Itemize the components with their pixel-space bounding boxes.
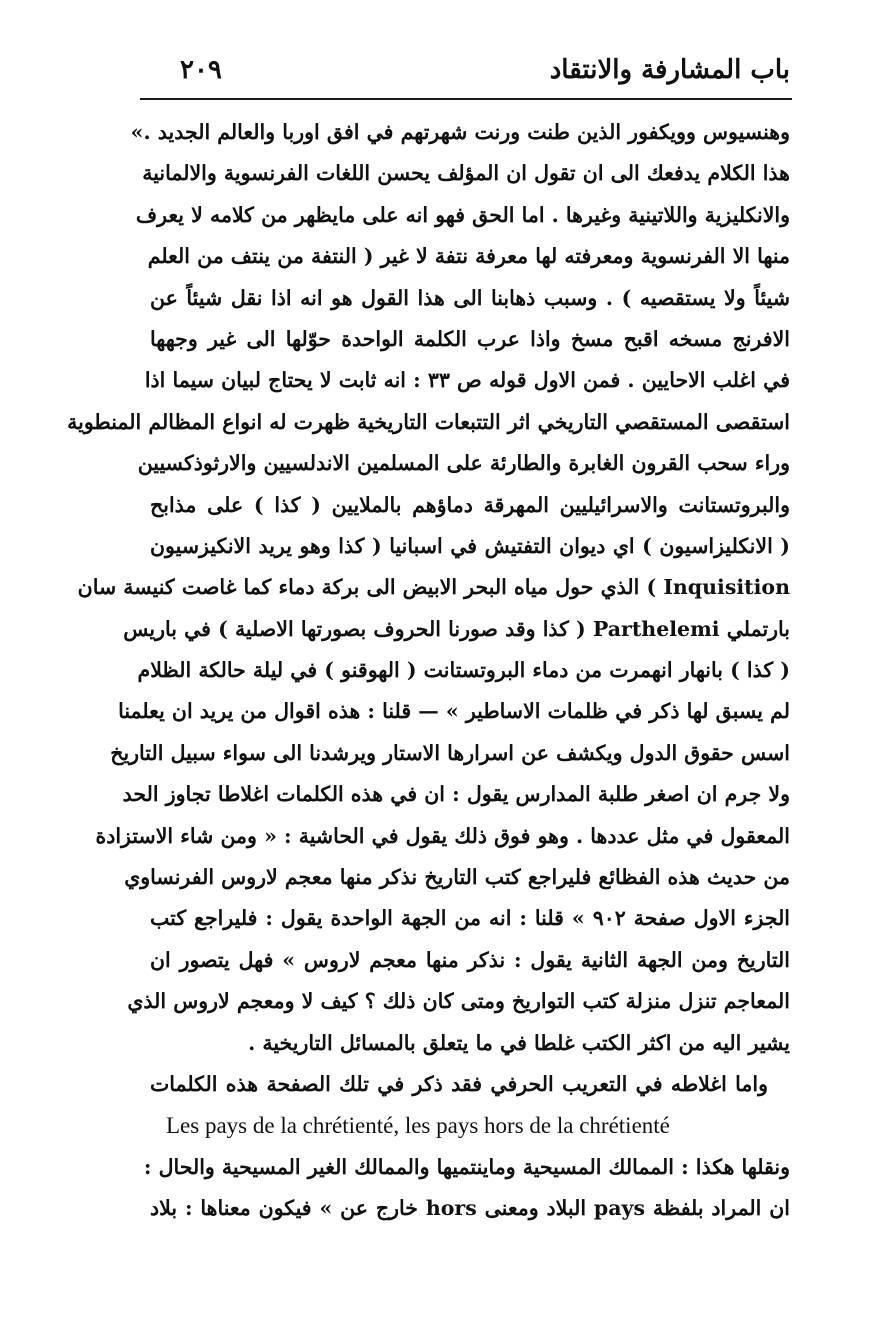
text-line: استقصى المستقصي التاريخي اثر التتبعات التاريخية ظهرت له انواع المظالم المنطوية — [67, 409, 790, 434]
text-line: وهنسيوس وويكفور الذين طنت ورنت شهرتهم في افق اوربا والعالم الجديد .» — [130, 120, 790, 144]
text-line: والبروتستانت والاسرائيليين المهرقة دماؤهم بالملايين ( كذا ) على مذابح — [150, 492, 790, 517]
text-line: واما اغلاطه في التعريب الحرفي فقد ذكر في تلك الصفحة هذه الكلمات — [150, 1071, 768, 1096]
text-line: شيئاً ولا يستقصيه ) . وسبب ذهابنا الى هذا القول هو انه اذا نقل شيئاً عن — [150, 285, 790, 310]
text-line: من حديث هذه الفظائع فليراجع كتب التاريخ نذكر منها معجم لاروس الفرنساوي — [124, 865, 790, 890]
text-line: لم يسبق لها ذكر في ظلمات الاساطير » — قلنا : هذه اقوال من يريد ان يعلمنا — [118, 699, 790, 724]
text-line: Inquisition ) الذي حول مياه البحر الابيض الى بركة دماء كما غاصت كنيسة سان — [77, 575, 790, 600]
text-line: منها الا الفرنسوية ومعرفته لها معرفة نتفة لا غير ( النتفة من ينتف من العلم — [147, 244, 790, 269]
text-line: اسس حقوق الدول ويكشف عن اسرارها الاستار ويرشدنا الى سواء سبيل التاريخ — [110, 740, 790, 765]
page-number: ٢٠٩ — [180, 55, 222, 85]
header-rule — [140, 98, 792, 100]
text-line: المعاجم تنزل منزلة كتب التواريخ ومتى كان ذلك ؟ كيف لا ومعجم لاروس الذي — [127, 989, 790, 1014]
text-line: ونقلها هكذا : الممالك المسيحية وماينتميها والممالك الغير المسيحية والحال : — [143, 1154, 790, 1179]
french-quote-line: Les pays de la chrétienté, les pays hors de la chrétienté — [166, 1113, 670, 1139]
text-line: الافرنج مسخه اقبح مسخ واذا عرب الكلمة الواحدة حوّلها الى غير وجهها — [150, 326, 790, 351]
text-line: ان المراد بلفظة pays البلاد ومعنى hors خارج عن » فيكون معناها : بلاد — [150, 1196, 790, 1221]
text-line: المعقول في مثل عددها . وهو فوق ذلك يقول في الحاشية : « ومن شاء الاستزادة — [95, 823, 790, 848]
text-line: بارتملي Parthelemi ( كذا وقد صورنا الحروف بصورتها الاصلية ) في باريس — [123, 616, 790, 641]
text-line: هذا الكلام يدفعك الى ان تقول ان المؤلف يحسن اللغات الفرنسوية والالمانية — [142, 161, 790, 186]
page-header — [140, 55, 790, 95]
text-line: والانكليزية واللاتينية وغيرها . اما الحق فهو انه على مايظهر من كلامه لا يعرف — [135, 202, 790, 227]
text-line: في اغلب الاحايين . فمن الاول قوله ص ٣٣ : انه ثابت لا يحتاج لبيان سيما اذا — [144, 368, 790, 393]
running-title: باب المشارفة والانتقاد — [549, 55, 790, 85]
text-line: ( الانكليزاسيون ) اي ديوان التفتيش في اسبانيا ( كذا وهو يريد الانكيزسيون — [150, 533, 790, 558]
text-line: ولا جرم ان اصغر طلبة المدارس يقول : ان في هذه الكلمات اغلاطا تجاوز الحد — [122, 782, 790, 807]
text-line: ( كذا ) بانهار انهمرت من دماء البروتستانت ( الهوقنو ) في ليلة حالكة الظلام — [137, 658, 790, 683]
body-text — [67, 112, 791, 1230]
text-line: التاريخ ومن الجهة الثانية يقول : نذكر منها معجم لاروس » فهل يتصور ان — [150, 947, 790, 972]
text-line: وراء سحب القرون الغابرة والطارئة على المسلمين الاندلسيين والارثوذكسيين — [137, 451, 790, 476]
text-line: الجزء الاول صفحة ٩٠٢ » قلنا : انه من الجهة الواحدة يقول : فليراجع كتب — [150, 906, 791, 931]
text-line: يشير اليه من اكثر الكتب غلطا في ما يتعلق بالمسائل التاريخية . — [248, 1030, 790, 1055]
